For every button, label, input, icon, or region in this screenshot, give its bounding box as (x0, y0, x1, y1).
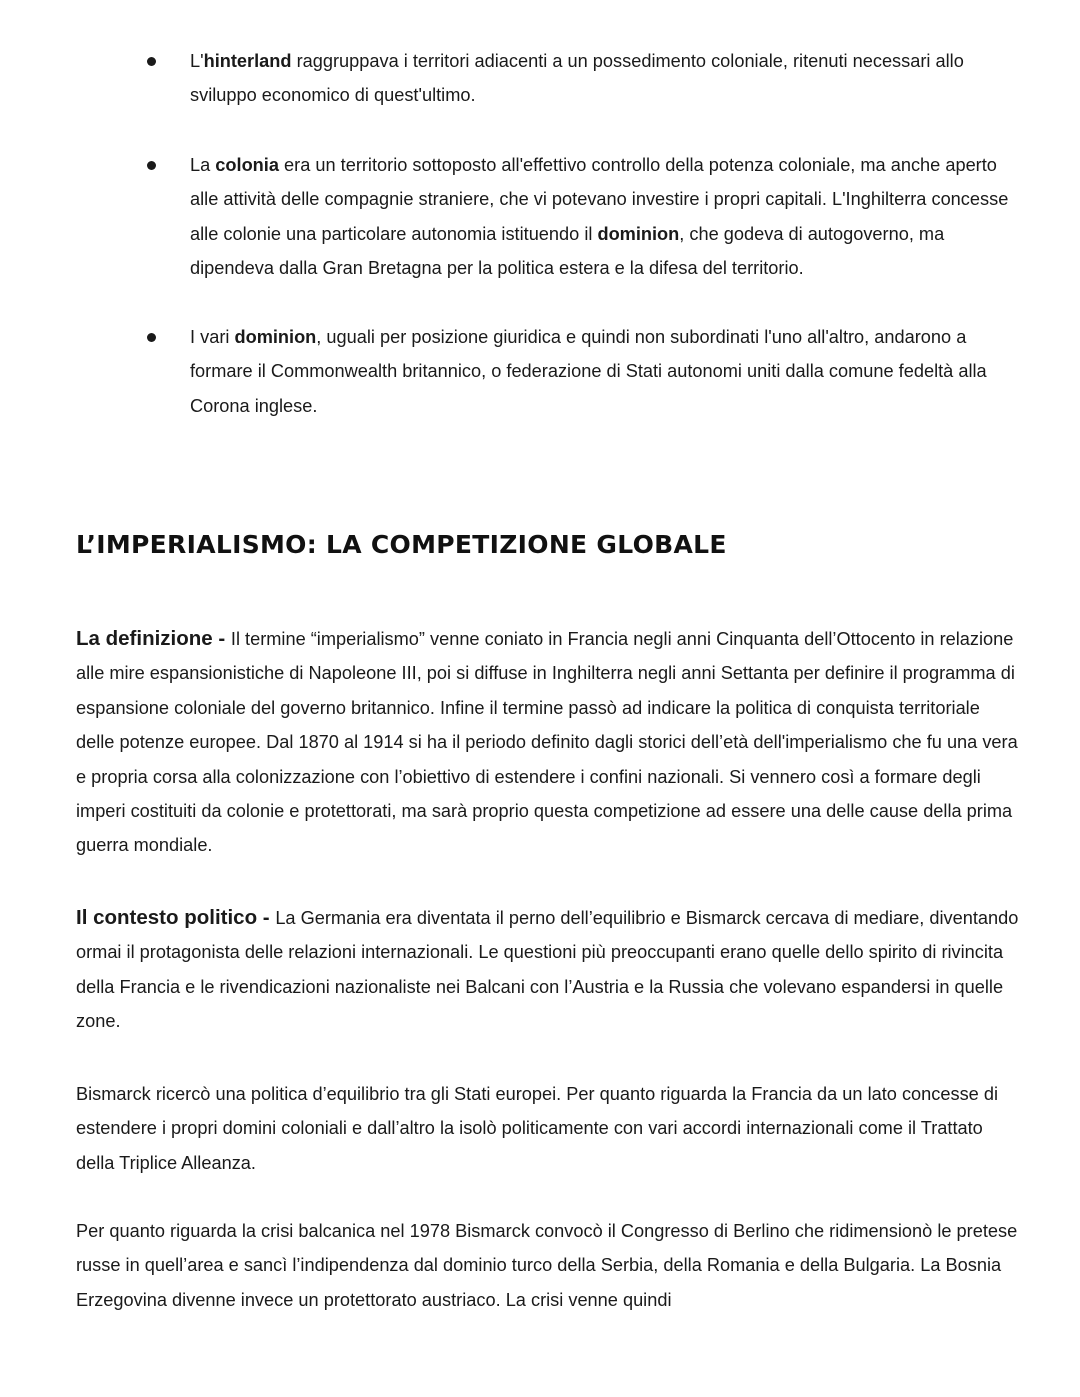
paragraph-definizione (76, 622, 1021, 863)
bullet-dominion (190, 320, 1020, 423)
bullet-term: colonia (215, 155, 279, 175)
bullet-text: era un territorio sottoposto all'effettivo controllo della potenza coloniale, ma anche aperto alle attività delle compagnie straniere, che vi potevano investire i propri capitali. L'Inghilterra concesse alle colonie una particolare autonomia istituendo il (190, 155, 1009, 244)
bullet-prefix: I vari (190, 327, 235, 347)
bullet-colonia (190, 148, 1020, 286)
bullet-dot-icon (147, 57, 156, 66)
paragraph-text: La Germania era diventata il perno dell’equilibrio e Bismarck cercava di mediare, diventando ormai il protagonista delle relazioni internazionali. Le questioni più preoccupanti erano quelle dello spirito di rivincita della Francia e le rivendicazioni nazionaliste nei Balcani con l’Austria e la Russia che volevano espandersi in quelle zone. (76, 908, 1019, 1032)
bullet-term: hinterland (203, 51, 292, 71)
paragraph-text: Per quanto riguarda la crisi balcanica nel 1978 Bismarck convocò il Congresso di Berlino che ridimensionò le pretese russe in quell’area e sancì l’indipendenza dal dominio turco della Serbia, della Romania e della Bulgaria. La Bosnia Erzegovina divenne invece un protettorato austriaco. La crisi venne quindi (76, 1221, 1018, 1310)
section-heading: L’IMPERIALISMO: LA COMPETIZIONE GLOBALE (76, 530, 727, 559)
paragraph-lead: Il contesto politico - (76, 906, 276, 929)
paragraph-equilibrio (76, 1077, 1021, 1180)
bullet-dot-icon (147, 161, 156, 170)
bullet-prefix: La (190, 155, 216, 175)
bullet-text-continued: , che godeva di autogoverno, ma dipendeva dalla Gran Bretagna per la politica estera e la difesa del territorio. (190, 223, 945, 279)
bullet-text: , uguali per posizione giuridica e quindi non subordinati l'uno all'altro, andarono a formare il Commonwealth britannico, o federazione di Stati autonomi uniti dalla comune fedeltà alla Corona inglese. (190, 327, 987, 416)
bullet-text: raggruppava i territori adiacenti a un possedimento coloniale, ritenuti necessari allo sviluppo economico di quest'ultimo. (190, 51, 964, 106)
bullet-dot-icon (147, 333, 156, 342)
bullet-term: dominion (234, 327, 317, 347)
bullet-prefix: L' (190, 51, 204, 71)
paragraph-lead: La definizione - (76, 627, 231, 650)
paragraph-contesto-politico (76, 901, 1021, 1039)
paragraph-text: Bismarck ricercò una politica d’equilibrio tra gli Stati europei. Per quanto riguarda la Francia da un lato concesse di estendere i propri domini coloniali e dall’altro la isolò politicamente con vari accordi internazionali come il Trattato della Triplice Alleanza. (76, 1084, 998, 1173)
bullet-term-secondary: dominion (597, 223, 680, 244)
paragraph-text: Il termine “imperialismo” venne coniato in Francia negli anni Cinquanta dell’Ottocento in relazione alle mire espansionistiche di Napoleone III, poi si diffuse in Inghilterra negli anni Settanta per definire il programma di espansione coloniale del governo britannico. Infine il termine passò ad indicare la politica di conquista territoriale delle potenze europee. Dal 1870 al 1914 si ha il periodo definito dagli storici dell’età dell'imperialismo che fu una vera e propria corsa alla colonizzazione con l’obiettivo di estendere i confini nazionali. Si vennero così a formare degli imperi costituiti da colonie e protettorati, ma sarà proprio questa competizione ad essere una delle cause della prima guerra mondiale. (76, 629, 1018, 856)
paragraph-crisi-balcanica (76, 1214, 1021, 1317)
bullet-hinterland (190, 44, 1020, 113)
